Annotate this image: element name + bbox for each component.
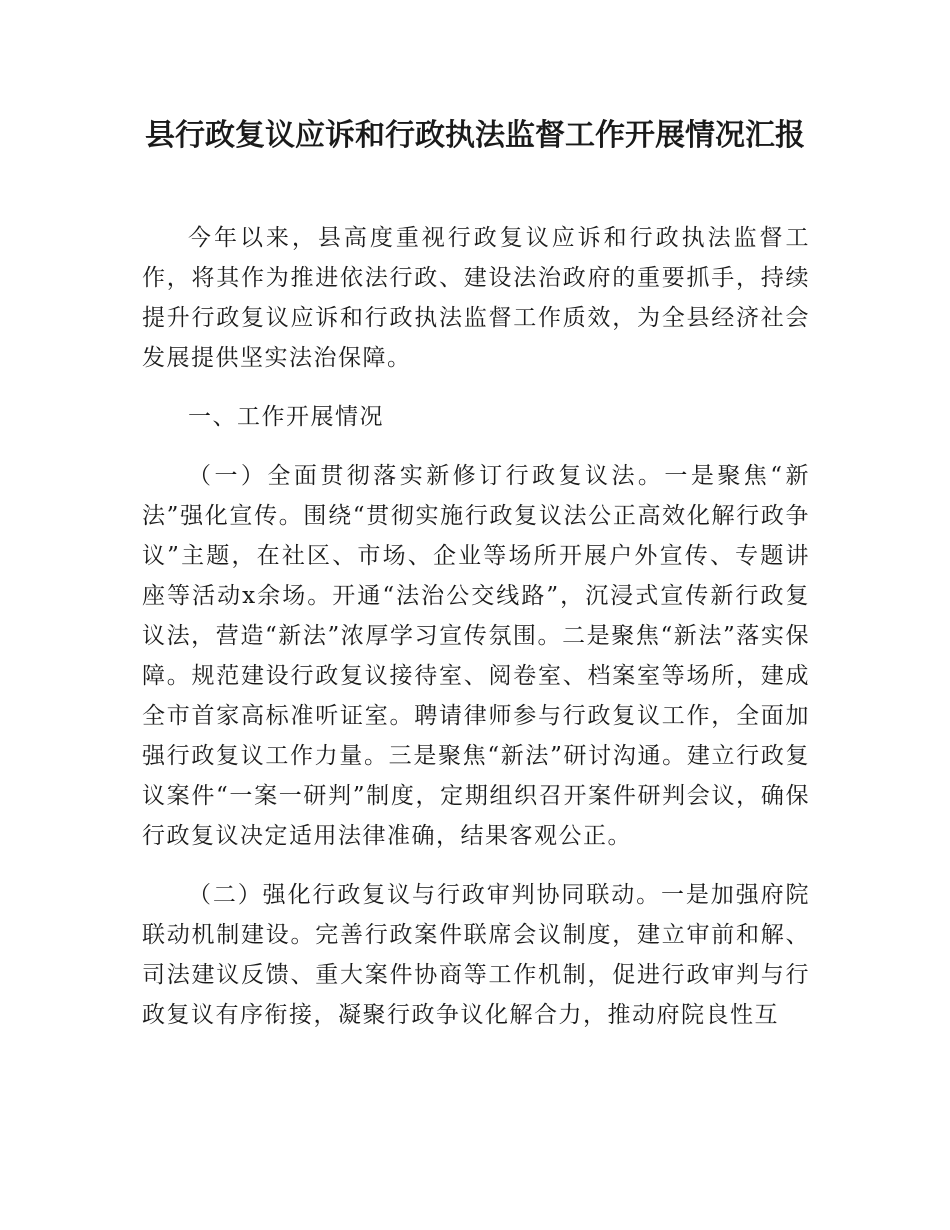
paragraph-1: （一）全面贯彻落实新修订行政复议法。一是聚焦“新法”强化宣传。围绕“贯彻实施行政复议法公正高效化解行政争议”主题，在社区、市场、企业等场所开展户外宣传、专题讲座等活动x余场。开通“法治公交线路”，沉浸式宣传新行政复议法，营造“新法”浓厚学习宣传氛围。二是聚焦“新法”落实保障。规范建设行政复议接待室、阅卷室、档案室等场所，建成全市首家高标准听证室。聘请律师参与行政复议工作，全面加强行政复议工作力量。三是聚焦“新法”研讨沟通。建立行政复议案件“一案一研判”制度，定期组织召开案件研判会议，确保行政复议决定适用法律准确，结果客观公正。 bbox=[142, 463, 810, 849]
section-heading: 一、工作开展情况 bbox=[188, 404, 384, 430]
intro-paragraph: 今年以来，县高度重视行政复议应诉和行政执法监督工作，将其作为推进依法行政、建设法治政府的重要抓手，持续提升行政复议应诉和行政执法监督工作质效，为全县经济社会发展提供坚实法治保障。 bbox=[142, 225, 810, 371]
document-body bbox=[142, 218, 810, 1035]
paragraph-2: （二）强化行政复议与行政审判协同联动。一是加强府院联动机制建设。完善行政案件联席会议制度，建立审前和解、司法建议反馈、重大案件协商等工作机制，促进行政审判与行政复议有序衔接，凝聚行政争议化解合力，推动府院良性互 bbox=[142, 882, 810, 1028]
document-title: 县行政复议应诉和行政执法监督工作开展情况汇报 bbox=[145, 118, 805, 153]
